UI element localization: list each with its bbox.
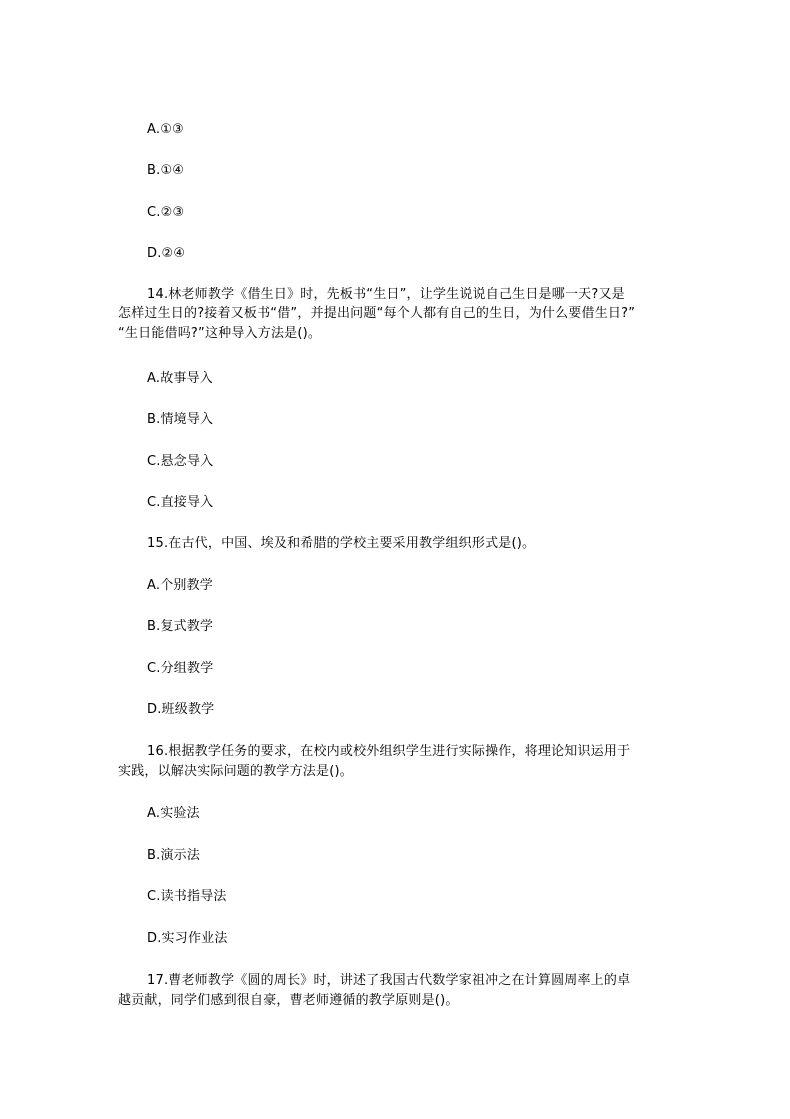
q17-text-line-1: 17.曹老师教学《圆的周长》时，讲述了我国古代数学家祖冲之在计算圆周率上的卓	[147, 973, 631, 988]
prev-option-c: C.②③	[147, 205, 185, 220]
q14-option-a: A.故事导入	[147, 371, 213, 386]
q16-text-line-1: 16.根据教学任务的要求，在校内或校外组织学生进行实际操作，将理论知识运用于	[147, 744, 631, 759]
q14-option-b: B.情境导入	[147, 412, 214, 427]
prev-option-b: B.①④	[147, 163, 185, 178]
q14-text-line-3: “生日能借吗?”这种导入方法是()。	[118, 326, 322, 341]
q15-option-b: B.复式教学	[147, 619, 214, 634]
q14-option-d: C.直接导入	[147, 495, 214, 510]
q16-option-b: B.演示法	[147, 848, 201, 863]
q17-text-line-2: 越贡献，同学们感到很自豪，曹老师遵循的教学原则是()。	[118, 993, 459, 1008]
q16-option-c: C.读书指导法	[147, 889, 227, 904]
q15-option-a: A.个别教学	[147, 578, 213, 593]
prev-option-d: D.②④	[147, 246, 186, 261]
q15-option-d: D.班级教学	[147, 702, 215, 717]
q14-option-c: C.悬念导入	[147, 454, 214, 469]
q14-text-line-2: 怎样过生日的?接着又板书“借”，并提出问题“每个人都有自己的生日，为什么要借生日?”	[118, 306, 636, 321]
q16-option-a: A.实验法	[147, 806, 200, 821]
prev-option-a: A.①③	[147, 122, 184, 137]
q15-text-line-1: 15.在古代，中国、埃及和希腊的学校主要采用教学组织形式是()。	[147, 536, 536, 551]
q16-text-line-2: 实践，以解决实际问题的教学方法是()。	[118, 764, 353, 779]
q16-option-d: D.实习作业法	[147, 931, 228, 946]
q15-option-c: C.分组教学	[147, 661, 214, 676]
q14-text-line-1: 14.林老师教学《借生日》时，先板书“生日”，让学生说说自己生日是哪一天?又是	[147, 287, 625, 302]
